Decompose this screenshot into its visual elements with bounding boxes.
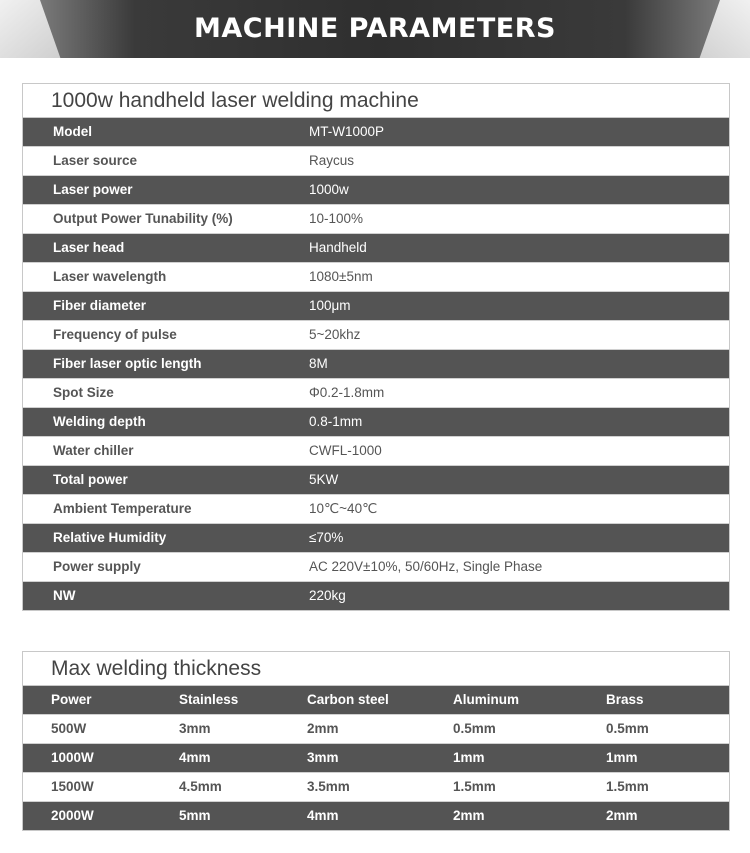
table-row bbox=[23, 466, 729, 495]
table-cell: 4mm bbox=[307, 808, 339, 823]
spec-label: Laser power bbox=[53, 182, 133, 197]
spec-value: CWFL-1000 bbox=[309, 443, 382, 458]
table-row bbox=[23, 802, 729, 830]
spec-table-title: 1000w handheld laser welding machine bbox=[23, 84, 729, 118]
table-cell: 5mm bbox=[179, 808, 211, 823]
column-header: Stainless bbox=[179, 692, 239, 707]
spec-value: 220kg bbox=[309, 588, 346, 603]
thickness-table-title: Max welding thickness bbox=[23, 652, 729, 686]
spec-label: Model bbox=[53, 124, 92, 139]
table-cell: 2000W bbox=[51, 808, 94, 823]
spec-value: Handheld bbox=[309, 240, 367, 255]
spec-value: 10℃~40℃ bbox=[309, 501, 378, 516]
table-cell: 0.5mm bbox=[453, 721, 496, 736]
table-row bbox=[23, 773, 729, 802]
spec-value: 0.8-1mm bbox=[309, 414, 363, 429]
table-cell: 3.5mm bbox=[307, 779, 350, 794]
table-cell: 1000W bbox=[51, 750, 94, 765]
spec-label: Laser head bbox=[53, 240, 125, 255]
spec-label: Laser source bbox=[53, 153, 138, 168]
table-row bbox=[23, 234, 729, 263]
table-cell: 1500W bbox=[51, 779, 94, 794]
table-row bbox=[23, 524, 729, 553]
table-row bbox=[23, 379, 729, 408]
table-cell: 4mm bbox=[179, 750, 211, 765]
table-row bbox=[23, 437, 729, 466]
page-title: MACHINE PARAMETERS bbox=[194, 13, 556, 44]
spec-value: Φ0.2-1.8mm bbox=[309, 385, 385, 400]
spec-value: 100μm bbox=[309, 298, 351, 313]
table-header-row bbox=[23, 686, 729, 715]
header-banner bbox=[0, 0, 750, 64]
spec-value: MT-W1000P bbox=[309, 124, 385, 139]
table-row bbox=[23, 715, 729, 744]
table-row bbox=[23, 147, 729, 176]
table-row bbox=[23, 176, 729, 205]
spec-value: 1000w bbox=[309, 182, 349, 197]
spec-label: Water chiller bbox=[53, 443, 134, 458]
table-row bbox=[23, 263, 729, 292]
spec-value: 5~20khz bbox=[309, 327, 361, 342]
table-row bbox=[23, 408, 729, 437]
spec-table bbox=[22, 83, 730, 611]
table-cell: 500W bbox=[51, 721, 87, 736]
column-header: Brass bbox=[606, 692, 644, 707]
table-cell: 3mm bbox=[179, 721, 211, 736]
table-row bbox=[23, 292, 729, 321]
table-cell: 1mm bbox=[606, 750, 638, 765]
table-row bbox=[23, 553, 729, 582]
spec-value: 8M bbox=[309, 356, 328, 371]
spec-label: Power supply bbox=[53, 559, 141, 574]
table-cell: 3mm bbox=[307, 750, 339, 765]
table-cell: 2mm bbox=[453, 808, 485, 823]
table-row bbox=[23, 582, 729, 610]
column-header: Aluminum bbox=[453, 692, 519, 707]
table-cell: 4.5mm bbox=[179, 779, 222, 794]
spec-label: Spot Size bbox=[53, 385, 114, 400]
spec-label: Total power bbox=[53, 472, 128, 487]
spec-value: Raycus bbox=[309, 153, 355, 168]
table-cell: 2mm bbox=[606, 808, 638, 823]
table-row bbox=[23, 744, 729, 773]
table-row bbox=[23, 350, 729, 379]
spec-label: Fiber laser optic length bbox=[53, 356, 202, 371]
table-cell: 0.5mm bbox=[606, 721, 649, 736]
spec-value: 5KW bbox=[309, 472, 339, 487]
table-cell: 1.5mm bbox=[453, 779, 496, 794]
table-row bbox=[23, 118, 729, 147]
spec-label: Output Power Tunability (%) bbox=[53, 211, 233, 226]
spec-value: AC 220V±10%, 50/60Hz, Single Phase bbox=[309, 559, 543, 574]
spec-label: Fiber diameter bbox=[53, 298, 147, 313]
spec-label: Ambient Temperature bbox=[53, 501, 192, 516]
table-row bbox=[23, 321, 729, 350]
thickness-table bbox=[22, 651, 730, 831]
spec-label: Laser wavelength bbox=[53, 269, 167, 284]
spec-label: Relative Humidity bbox=[53, 530, 167, 545]
column-header: Carbon steel bbox=[307, 692, 389, 707]
spec-value: ≤70% bbox=[309, 530, 344, 545]
table-row bbox=[23, 495, 729, 524]
spec-value: 10-100% bbox=[309, 211, 364, 226]
column-header: Power bbox=[51, 692, 92, 707]
spec-label: Welding depth bbox=[53, 414, 146, 429]
table-cell: 2mm bbox=[307, 721, 339, 736]
table-cell: 1mm bbox=[453, 750, 485, 765]
table-row bbox=[23, 205, 729, 234]
spec-label: NW bbox=[53, 588, 76, 603]
table-cell: 1.5mm bbox=[606, 779, 649, 794]
spec-value: 1080±5nm bbox=[309, 269, 373, 284]
spec-label: Frequency of pulse bbox=[53, 327, 177, 342]
